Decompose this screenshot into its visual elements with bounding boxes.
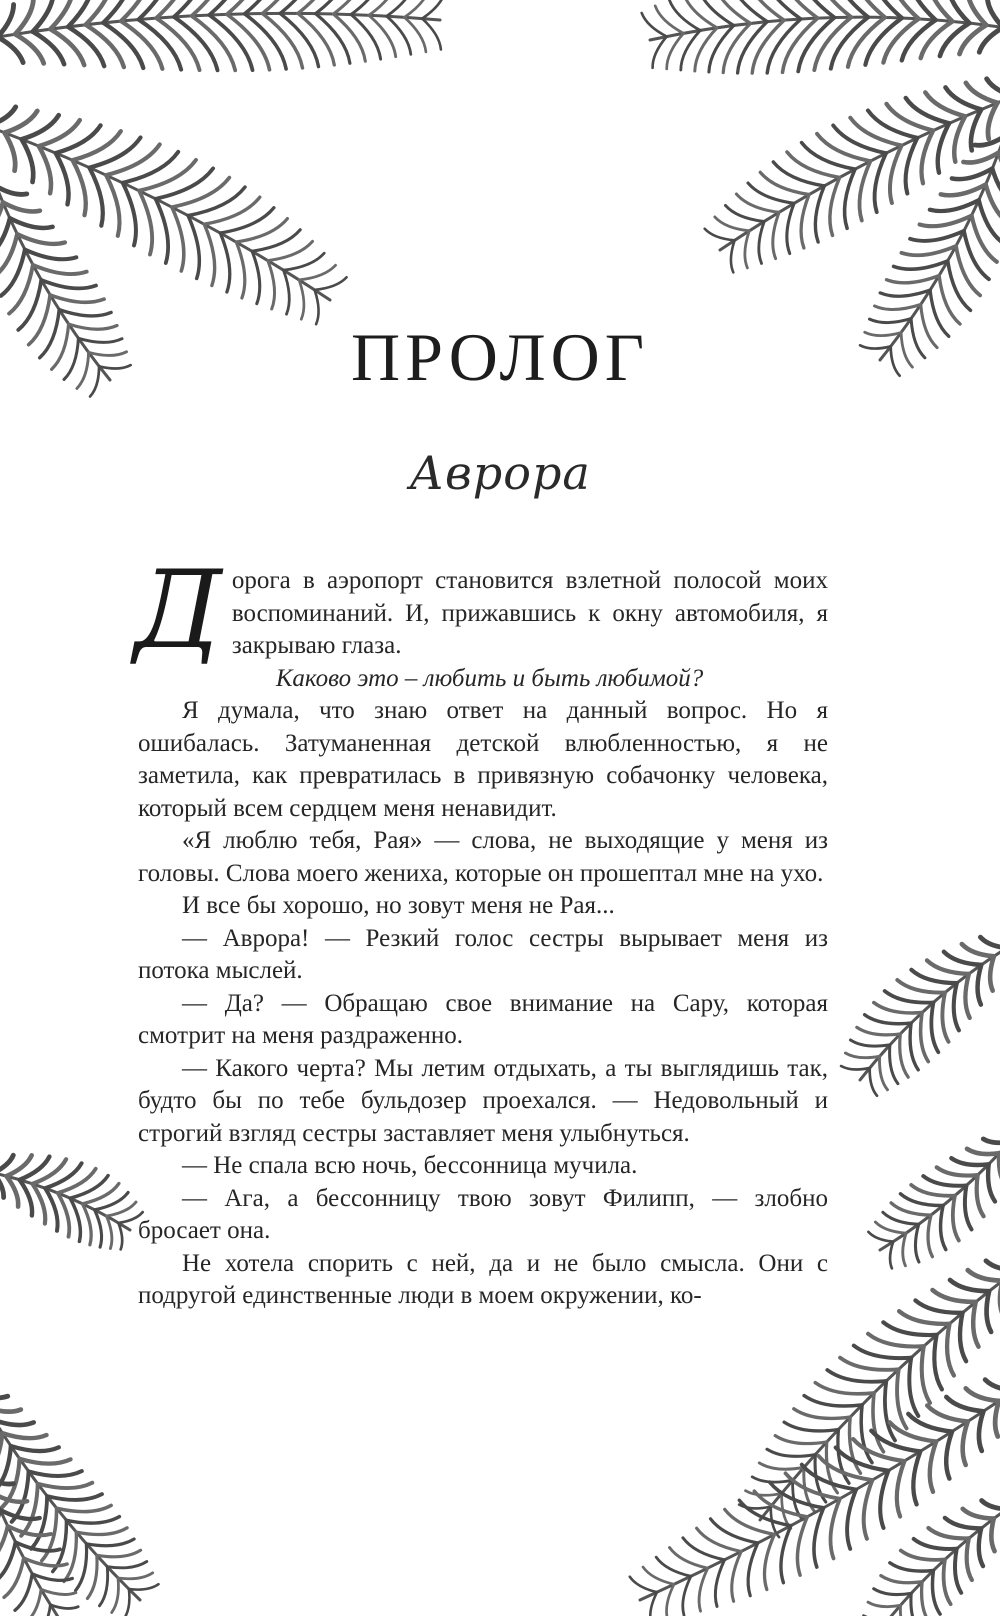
palm-frond-right — [841, 937, 1000, 1096]
palm-frond-bottom-right — [630, 1380, 1000, 1616]
paragraph: — Аврора! — Резкий голос сестры вырывает меня из потока мыслей. — [138, 924, 828, 984]
chapter-title: ПРОЛОГ — [350, 319, 649, 395]
paragraph: Я думала, что знаю ответ на данный вопрос. Но я ошибалась. Затуманенная детской влюбленностью, я не заметила, как превратилась в привязную собачонку человека, который всем сердцем меня ненавидит. — [138, 697, 828, 822]
first-paragraph-text: орога в аэропорт становится взлетной полосой моих воспоминаний. И, прижавшись к окну автомобиля, я закрываю глаза. — [231, 567, 828, 659]
drop-cap: Д — [134, 548, 222, 673]
palm-frond-bottom-left — [0, 1155, 143, 1249]
paragraph: Каково это – любить и быть любимой? — [275, 664, 704, 692]
palm-frond-top-right — [642, 0, 1000, 73]
first-paragraph — [134, 548, 828, 673]
palm-frond-right — [868, 1130, 1000, 1268]
palm-frond-top-right — [705, 79, 1000, 273]
palm-frond-bottom-left — [0, 1460, 78, 1616]
paragraph: — Какого черта? Мы летим отдыхать, а ты выглядишь так, будто бы по тебе бульдозер проехался. — Недовольный и строгий взгляд сестры заставляет меня улыбнуться. — [138, 1054, 828, 1147]
paragraph: — Не спала всю ночь, бессонница мучила. — [182, 1152, 638, 1179]
palm-frond-bottom-left — [0, 1380, 158, 1616]
chapter-text — [134, 548, 828, 1313]
paragraph: Не хотела спорить с ней, да и не было смысла. Они с подругой единственные люди в моем окружении, ко- — [138, 1249, 828, 1309]
paragraph: И все бы хорошо, но зовут меня не Рая... — [182, 892, 615, 919]
palm-frond-top-left — [0, 107, 347, 324]
paragraph: — Ага, а бессонницу твою зовут Филипп, — злобно бросает она. — [138, 1184, 828, 1244]
palm-frond-top-left — [0, 0, 445, 70]
paragraph: «Я люблю тебя, Рая» — слова, не выходящие у меня из головы. Слова моего жениха, которые он прошептал мне на ухо. — [138, 827, 828, 887]
paragraph: — Да? — Обращаю свое внимание на Сару, которая смотрит на меня раздраженно. — [138, 989, 828, 1049]
palm-frond-bottom-right — [864, 1500, 1000, 1616]
chapter-subtitle: Аврора — [409, 446, 591, 500]
